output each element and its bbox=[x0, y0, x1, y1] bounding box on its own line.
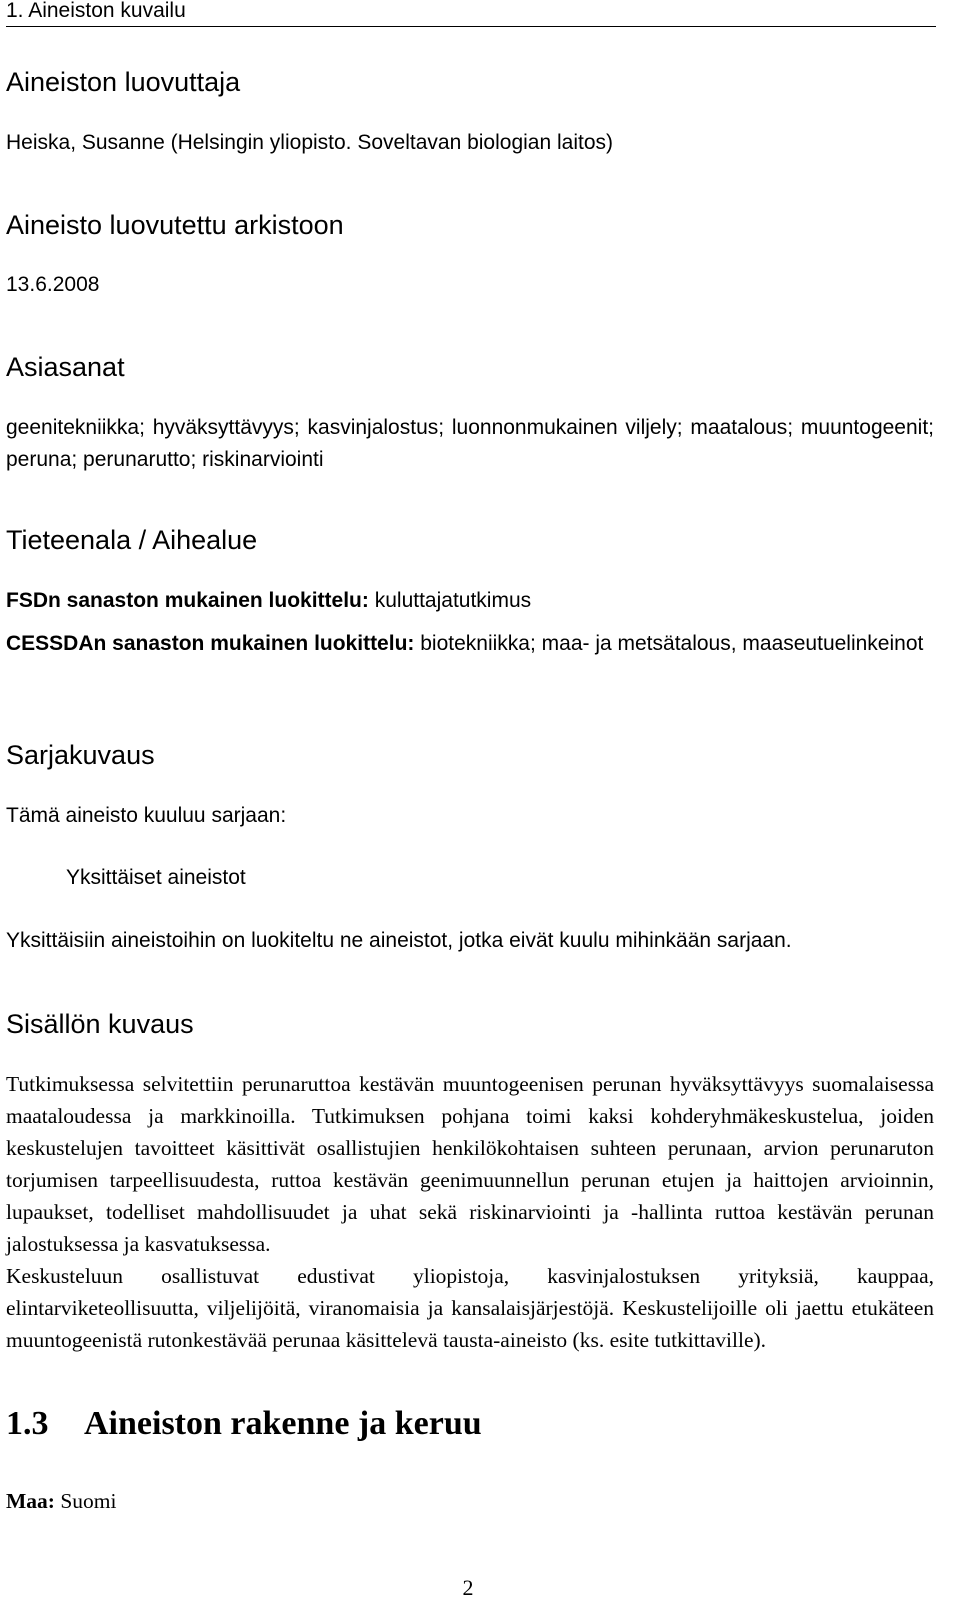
keywords-heading: Asiasanat bbox=[6, 352, 125, 382]
series-description: Yksittäisiin aineistoihin on luokiteltu ne aineistot, jotka eivät kuulu mihinkään sarjaan. bbox=[6, 929, 792, 952]
depositor-heading: Aineiston luovuttaja bbox=[6, 67, 241, 97]
country-line bbox=[6, 1485, 934, 1517]
country-value: Suomi bbox=[60, 1489, 117, 1513]
section-title: Aineiston rakenne ja keruu bbox=[84, 1405, 482, 1442]
cessda-value: biotekniikka; maa- ja metsätalous, maaseutuelinkeinot bbox=[420, 632, 924, 655]
running-header: 1. Aineiston kuvailu bbox=[6, 0, 936, 27]
country-label: Maa: bbox=[6, 1489, 55, 1513]
fsd-classification bbox=[6, 585, 934, 617]
cessda-label: CESSDAn sanaston mukainen luokittelu: bbox=[6, 632, 415, 655]
series-intro: Tämä aineisto kuuluu sarjaan: bbox=[6, 804, 287, 827]
fsd-label: FSDn sanaston mukainen luokittelu: bbox=[6, 589, 369, 612]
keywords-text: geenitekniikka; hyväksyttävyys; kasvinjalostus; luonnonmukainen viljely; maatalous; muuntogeenit; peruna; perunarutto; riskinarviointi bbox=[6, 416, 934, 471]
section-heading bbox=[6, 1404, 482, 1444]
series-heading: Sarjakuvaus bbox=[6, 740, 155, 770]
series-name: Yksittäiset aineistot bbox=[66, 866, 246, 889]
fsd-value: kuluttajatutkimus bbox=[374, 589, 532, 612]
deposited-heading: Aineisto luovutettu arkistoon bbox=[6, 210, 344, 240]
content-paragraph-2: Keskusteluun osallistuvat edustivat yliopistoja, kasvinjalostuksen yrityksiä, kauppaa, elintarviketeollisuutta, viljelijöitä, viranomaisia ja kansalaisjärjestöjä. Keskustelijoille oli jaettu etukäteen muuntogeenistä rutonkestävää perunaa käsittelevä tausta-aineisto (ks. esite tutkittaville). bbox=[6, 1264, 934, 1352]
field-heading: Tieteenala / Aihealue bbox=[6, 525, 258, 555]
cessda-classification bbox=[6, 628, 934, 660]
content-heading: Sisällön kuvaus bbox=[6, 1009, 194, 1039]
section-number: 1.3 bbox=[6, 1405, 49, 1442]
depositor-text: Heiska, Susanne (Helsingin yliopisto. Soveltavan biologian laitos) bbox=[6, 131, 614, 154]
deposited-date: 13.6.2008 bbox=[6, 273, 100, 296]
page-number: 2 bbox=[462, 1575, 474, 1600]
content-paragraph-1: Tutkimuksessa selvitettiin perunaruttoa kestävän muuntogeenisen perunan hyväksyttävyys suomalaisessa maataloudessa ja markkinoilla. Tutkimuksen pohjana toimi kaksi kohderyhmäkeskustelua, joiden keskustelujen tavoitteet käsittivät osallistujien henkilökohtaisen suhteen perunaan, arvion perunaruton torjumisen tarpeellisuudesta, ruttoa kestävän geenimuunnellun perunan etujen ja haittojen arvioinnin, lupaukset, todelliset mahdollisuudet ja uhat sekä riskinarviointi ja -hallinta ruttoa kestävän perunan jalostuksessa ja kasvatuksessa. bbox=[6, 1072, 934, 1256]
